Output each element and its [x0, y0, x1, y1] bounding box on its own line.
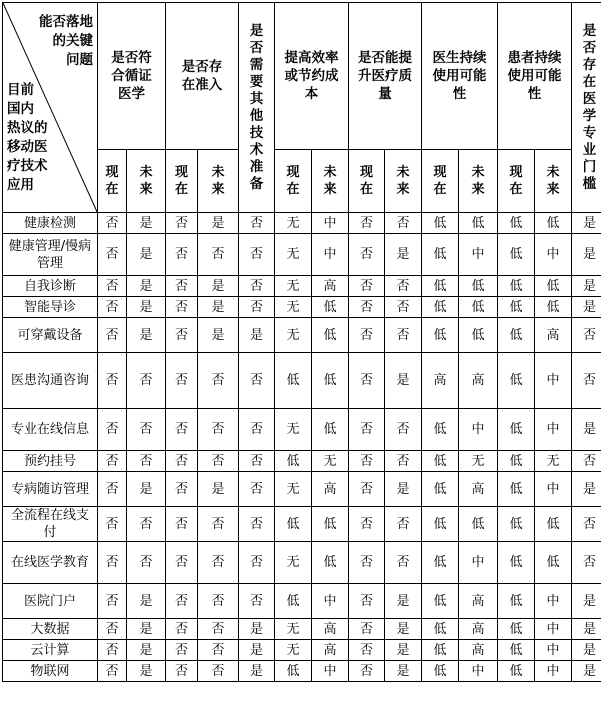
table-cell: 否	[98, 451, 127, 472]
table-cell: 无	[275, 409, 312, 451]
table-cell: 是	[127, 584, 166, 619]
table-row	[3, 542, 601, 584]
table-row	[3, 584, 601, 619]
table-cell: 否	[198, 542, 239, 584]
subheader-future: 未来	[385, 150, 422, 213]
table-cell: 低	[422, 409, 459, 451]
corner-bottom-line: 热议的	[7, 120, 48, 136]
table-cell: 否	[166, 640, 198, 661]
table-cell: 低	[275, 584, 312, 619]
corner-top-line: 问题	[66, 52, 93, 68]
table-cell: 低	[535, 297, 572, 318]
corner-top-line: 的关键	[52, 33, 93, 49]
table-cell: 是	[239, 318, 275, 353]
row-label: 在线医学教育	[3, 542, 98, 584]
table-cell: 是	[127, 276, 166, 297]
table-cell: 否	[349, 213, 385, 234]
table-cell: 否	[572, 507, 601, 542]
table-cell: 无	[275, 640, 312, 661]
table-cell: 低	[498, 584, 535, 619]
subheader-now: 现在	[498, 150, 535, 213]
table-cell: 低	[312, 318, 349, 353]
table-cell: 是	[127, 318, 166, 353]
table-cell: 否	[239, 297, 275, 318]
corner-bottom-line: 应用	[7, 177, 34, 193]
table-cell: 否	[98, 353, 127, 409]
table-cell: 否	[98, 297, 127, 318]
table-cell: 是	[572, 297, 601, 318]
row-label: 预约挂号	[3, 451, 98, 472]
table-cell: 否	[127, 451, 166, 472]
table-cell: 无	[459, 451, 498, 472]
table-cell: 是	[572, 213, 601, 234]
table-cell: 低	[422, 213, 459, 234]
table-cell: 高	[459, 640, 498, 661]
table-cell: 是	[385, 584, 422, 619]
table-cell: 低	[535, 507, 572, 542]
table-cell: 否	[166, 353, 198, 409]
subheader-now: 现在	[422, 150, 459, 213]
table-cell: 否	[239, 472, 275, 507]
table-cell: 低	[498, 640, 535, 661]
corner-top-line: 能否落地	[39, 14, 93, 30]
table-cell: 低	[312, 297, 349, 318]
table-cell: 低	[459, 318, 498, 353]
table-cell: 低	[498, 297, 535, 318]
table-cell: 否	[198, 451, 239, 472]
subheader-future: 未来	[198, 150, 239, 213]
header-doctor: 医生持续使用可能性	[422, 3, 498, 150]
table-cell: 否	[198, 409, 239, 451]
table-cell: 低	[422, 640, 459, 661]
table-cell: 否	[572, 318, 601, 353]
row-label: 健康管理/慢病管理	[3, 234, 98, 276]
table-cell: 中	[535, 661, 572, 682]
table-cell: 否	[198, 640, 239, 661]
table-cell: 无	[275, 318, 312, 353]
table-cell: 低	[498, 409, 535, 451]
table-cell: 中	[535, 409, 572, 451]
table-cell: 否	[385, 507, 422, 542]
corner-bottom-label	[7, 81, 67, 195]
table-cell: 是	[127, 234, 166, 276]
table-cell: 否	[572, 353, 601, 409]
table-row	[3, 619, 601, 640]
subheader-future: 未来	[312, 150, 349, 213]
table-cell: 低	[498, 213, 535, 234]
table-cell: 低	[312, 353, 349, 409]
table-cell: 否	[166, 409, 198, 451]
table-cell: 低	[498, 451, 535, 472]
table-cell: 中	[535, 584, 572, 619]
row-label: 智能导诊	[3, 297, 98, 318]
table-cell: 低	[312, 409, 349, 451]
table-cell: 低	[312, 542, 349, 584]
table-cell: 是	[127, 619, 166, 640]
table-cell: 中	[535, 640, 572, 661]
table-cell: 否	[166, 318, 198, 353]
table-cell: 否	[349, 472, 385, 507]
table-cell: 是	[572, 276, 601, 297]
table-cell: 否	[127, 507, 166, 542]
table-cell: 否	[385, 213, 422, 234]
table-cell: 否	[349, 297, 385, 318]
subheader-now: 现在	[98, 150, 127, 213]
table-cell: 否	[239, 213, 275, 234]
table-cell: 是	[127, 297, 166, 318]
corner-bottom-line: 目前	[7, 82, 34, 98]
table-cell: 中	[312, 661, 349, 682]
table-row	[3, 297, 601, 318]
table-cell: 高	[312, 619, 349, 640]
header-access: 是否存在准入	[166, 3, 239, 150]
row-label: 专业在线信息	[3, 409, 98, 451]
table-cell: 无	[535, 451, 572, 472]
mobile-health-table	[2, 2, 601, 682]
table-cell: 否	[239, 507, 275, 542]
table-cell: 否	[349, 318, 385, 353]
table-cell: 否	[166, 451, 198, 472]
row-label: 专病随访管理	[3, 472, 98, 507]
table-cell: 低	[422, 661, 459, 682]
table-row	[3, 213, 601, 234]
table-cell: 低	[422, 276, 459, 297]
table-cell: 否	[385, 276, 422, 297]
table-cell: 是	[572, 661, 601, 682]
table-cell: 无	[312, 451, 349, 472]
table-cell: 否	[98, 234, 127, 276]
table-cell: 否	[98, 472, 127, 507]
table-cell: 是	[127, 640, 166, 661]
row-label: 物联网	[3, 661, 98, 682]
table-cell: 是	[239, 619, 275, 640]
table-cell: 是	[572, 409, 601, 451]
table-cell: 中	[535, 619, 572, 640]
table-cell: 否	[98, 409, 127, 451]
table-cell: 低	[498, 276, 535, 297]
table-cell: 是	[127, 213, 166, 234]
table-cell: 否	[239, 409, 275, 451]
table-cell: 否	[166, 472, 198, 507]
table-cell: 否	[198, 661, 239, 682]
table-cell: 中	[535, 234, 572, 276]
table-row	[3, 276, 601, 297]
table-cell: 否	[127, 409, 166, 451]
table-cell: 高	[535, 318, 572, 353]
corner-bottom-line: 国内	[7, 101, 34, 117]
table-cell: 低	[535, 542, 572, 584]
row-label: 自我诊断	[3, 276, 98, 297]
table-cell: 否	[198, 507, 239, 542]
table-cell: 否	[166, 234, 198, 276]
corner-top-label	[39, 13, 93, 70]
table-cell: 否	[385, 297, 422, 318]
table-cell: 低	[422, 297, 459, 318]
table-cell: 否	[166, 276, 198, 297]
table-cell: 低	[275, 353, 312, 409]
table-cell: 高	[459, 353, 498, 409]
table-cell: 无	[275, 297, 312, 318]
table-cell: 是	[198, 318, 239, 353]
table-cell: 否	[198, 619, 239, 640]
table-cell: 否	[127, 542, 166, 584]
table-cell: 否	[385, 451, 422, 472]
table-cell: 否	[349, 276, 385, 297]
table-cell: 高	[422, 353, 459, 409]
table-cell: 是	[198, 276, 239, 297]
row-label: 健康检测	[3, 213, 98, 234]
table-cell: 否	[349, 619, 385, 640]
table-cell: 是	[385, 234, 422, 276]
table-cell: 低	[498, 507, 535, 542]
subheader-now: 现在	[349, 150, 385, 213]
subheader-now: 现在	[166, 150, 198, 213]
table-cell: 否	[572, 542, 601, 584]
table-cell: 否	[98, 318, 127, 353]
corner-bottom-line: 疗技术	[7, 158, 48, 174]
row-label: 大数据	[3, 619, 98, 640]
table-cell: 否	[166, 661, 198, 682]
table-cell: 低	[275, 661, 312, 682]
table-cell: 是	[239, 640, 275, 661]
table-cell: 低	[422, 234, 459, 276]
table-cell: 低	[459, 213, 498, 234]
table-cell: 低	[459, 276, 498, 297]
table-cell: 低	[498, 353, 535, 409]
table-cell: 是	[239, 661, 275, 682]
table-cell: 高	[312, 640, 349, 661]
table-cell: 否	[98, 584, 127, 619]
subheader-future: 未来	[459, 150, 498, 213]
table-cell: 否	[349, 451, 385, 472]
table-cell: 无	[275, 542, 312, 584]
table-cell: 低	[422, 542, 459, 584]
table-cell: 无	[275, 276, 312, 297]
table-cell: 中	[312, 234, 349, 276]
table-cell: 是	[127, 661, 166, 682]
table-cell: 否	[349, 409, 385, 451]
table-cell: 低	[498, 318, 535, 353]
table-cell: 否	[385, 409, 422, 451]
corner-bottom-line: 移动医	[7, 139, 48, 155]
header-evidence: 是否符合循证医学	[98, 3, 166, 150]
table-cell: 低	[422, 472, 459, 507]
table-cell: 是	[385, 640, 422, 661]
table-cell: 中	[459, 542, 498, 584]
table-cell: 无	[275, 234, 312, 276]
table-cell: 无	[275, 472, 312, 507]
table-cell: 高	[312, 276, 349, 297]
table-row	[3, 318, 601, 353]
table-cell: 否	[385, 318, 422, 353]
header-tech: 是否需要其他技术准备	[239, 3, 275, 213]
table-cell: 是	[572, 640, 601, 661]
table-cell: 是	[572, 472, 601, 507]
subheader-future: 未来	[127, 150, 166, 213]
table-cell: 否	[239, 276, 275, 297]
table-row	[3, 640, 601, 661]
table-row	[3, 353, 601, 409]
table-cell: 是	[385, 472, 422, 507]
table-cell: 否	[98, 507, 127, 542]
corner-header-cell	[3, 3, 98, 213]
table-cell: 否	[98, 619, 127, 640]
table-cell: 否	[98, 661, 127, 682]
table-cell: 否	[572, 451, 601, 472]
table-cell: 低	[312, 507, 349, 542]
table-cell: 低	[498, 234, 535, 276]
table-cell: 高	[459, 472, 498, 507]
table-cell: 否	[385, 542, 422, 584]
table-cell: 低	[275, 451, 312, 472]
table-row	[3, 451, 601, 472]
table-cell: 高	[312, 472, 349, 507]
table-row	[3, 409, 601, 451]
table-cell: 否	[98, 640, 127, 661]
table-row	[3, 472, 601, 507]
table-cell: 否	[349, 584, 385, 619]
table-cell: 低	[459, 507, 498, 542]
table-cell: 否	[166, 619, 198, 640]
table-cell: 低	[459, 297, 498, 318]
table-cell: 中	[459, 409, 498, 451]
table-cell: 否	[349, 507, 385, 542]
table-cell: 中	[312, 213, 349, 234]
table-cell: 中	[535, 353, 572, 409]
subheader-future: 未来	[535, 150, 572, 213]
table-cell: 低	[535, 276, 572, 297]
table-cell: 否	[239, 451, 275, 472]
table-cell: 低	[498, 542, 535, 584]
table-cell: 中	[312, 584, 349, 619]
table-cell: 否	[198, 353, 239, 409]
table-cell: 低	[422, 584, 459, 619]
table-cell: 否	[127, 353, 166, 409]
table-row	[3, 661, 601, 682]
table-cell: 是	[572, 584, 601, 619]
table-cell: 是	[385, 619, 422, 640]
row-label: 医患沟通咨询	[3, 353, 98, 409]
table-cell: 低	[422, 507, 459, 542]
table-cell: 否	[239, 542, 275, 584]
header-quality: 是否能提升医疗质量	[349, 3, 422, 150]
table-cell: 低	[422, 619, 459, 640]
table-cell: 否	[239, 353, 275, 409]
table-cell: 是	[385, 353, 422, 409]
table-cell: 否	[198, 234, 239, 276]
header-barrier: 是否存在医学专业门槛	[572, 3, 601, 213]
table-cell: 是	[198, 472, 239, 507]
table-cell: 低	[498, 661, 535, 682]
table-cell: 是	[385, 661, 422, 682]
table-row	[3, 507, 601, 542]
table-cell: 否	[166, 213, 198, 234]
table-cell: 否	[349, 234, 385, 276]
table-cell: 否	[239, 234, 275, 276]
table-cell: 是	[572, 234, 601, 276]
table-cell: 无	[275, 619, 312, 640]
table-cell: 低	[498, 472, 535, 507]
table-cell: 低	[422, 318, 459, 353]
table-cell: 否	[166, 584, 198, 619]
row-label: 医院门户	[3, 584, 98, 619]
table-cell: 是	[198, 297, 239, 318]
subheader-now: 现在	[275, 150, 312, 213]
table-cell: 否	[349, 542, 385, 584]
table-cell: 否	[349, 353, 385, 409]
table-cell: 中	[459, 234, 498, 276]
header-patient: 患者持续使用可能性	[498, 3, 572, 150]
table-cell: 无	[275, 213, 312, 234]
table-cell: 否	[198, 584, 239, 619]
table-row	[3, 234, 601, 276]
row-label: 云计算	[3, 640, 98, 661]
table-cell: 是	[127, 472, 166, 507]
row-label: 全流程在线支付	[3, 507, 98, 542]
table-cell: 是	[198, 213, 239, 234]
table-cell: 低	[422, 451, 459, 472]
table-cell: 否	[166, 297, 198, 318]
table-cell: 是	[572, 619, 601, 640]
table-cell: 否	[98, 276, 127, 297]
table-cell: 低	[498, 619, 535, 640]
table-cell: 高	[459, 584, 498, 619]
table-cell: 否	[349, 661, 385, 682]
table-cell: 低	[535, 213, 572, 234]
header-efficiency: 提高效率或节约成本	[275, 3, 349, 150]
table-cell: 中	[459, 661, 498, 682]
table-cell: 否	[98, 542, 127, 584]
table-cell: 否	[349, 640, 385, 661]
table-cell: 否	[239, 584, 275, 619]
table-cell: 否	[166, 542, 198, 584]
table-cell: 否	[98, 213, 127, 234]
row-label: 可穿戴设备	[3, 318, 98, 353]
table-cell: 中	[535, 472, 572, 507]
table-cell: 否	[166, 507, 198, 542]
table-cell: 低	[275, 507, 312, 542]
table-cell: 高	[459, 619, 498, 640]
